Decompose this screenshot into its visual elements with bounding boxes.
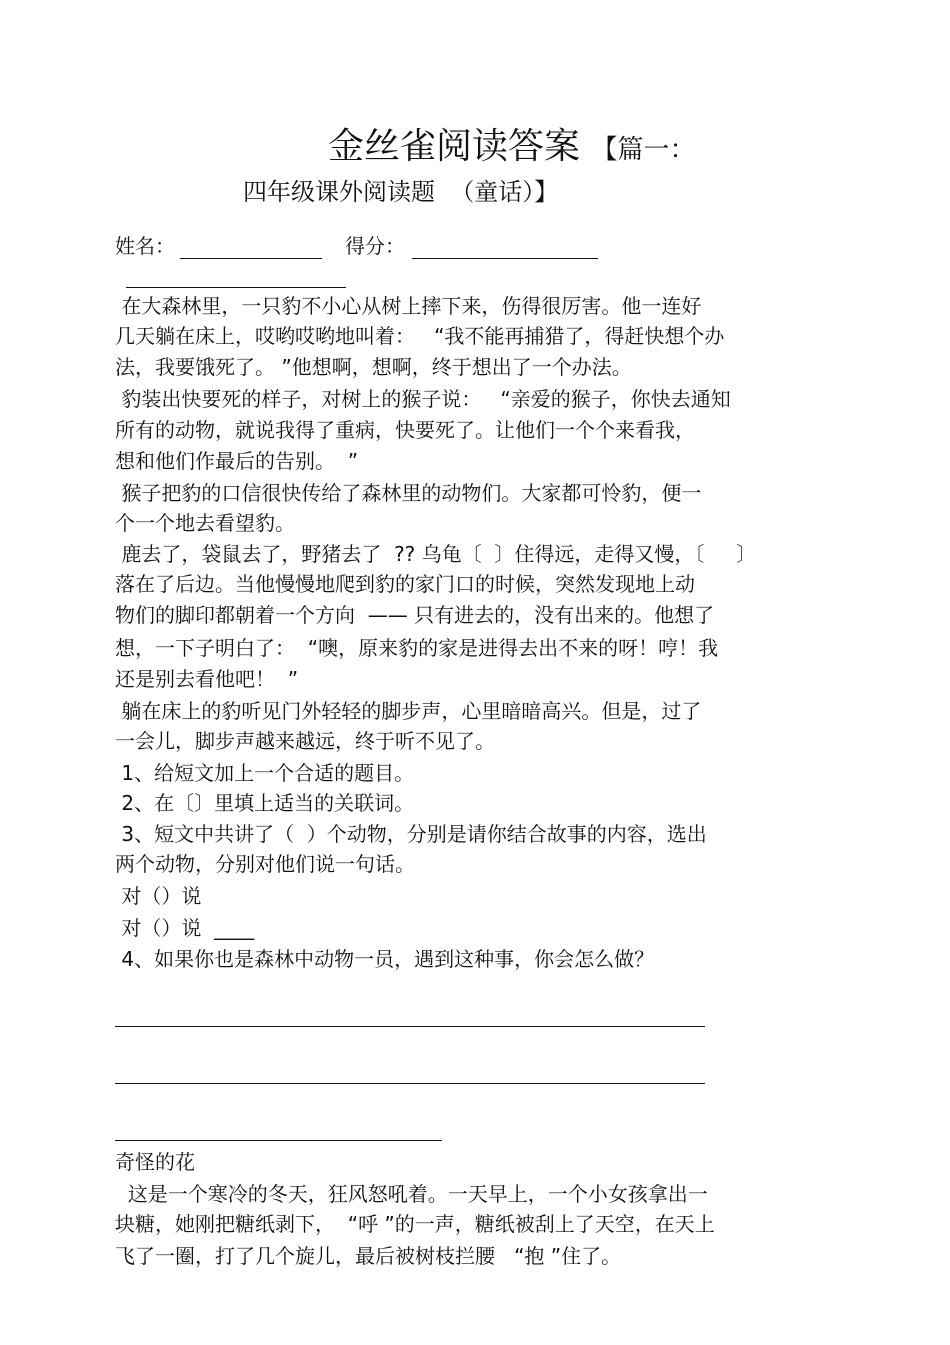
question-line: 2、在〔〕里填上适当的关联词。 xyxy=(115,791,415,815)
story-line: 一会儿，脚步声越来越远，终于听不见了。 xyxy=(115,729,495,753)
score-label: 得分： xyxy=(345,234,405,258)
answer-line[interactable] xyxy=(115,1140,442,1141)
story-line: 想，一下子明白了： “噢，原来豹的家是进得去出不来的呀！哼！我 xyxy=(115,636,719,660)
extra-blank[interactable] xyxy=(126,287,346,288)
story-line: 所有的动物，就说我得了重病，快要死了。让他们一个个来看我， xyxy=(115,418,695,442)
story-line: 想和他们作最后的告别。 ” xyxy=(115,449,359,473)
title-tag: 【篇一： xyxy=(591,135,696,165)
story-line: 飞了一圈，打了几个旋儿，最后被树枝拦腰 “抱 ”住了。 xyxy=(115,1244,622,1268)
score-blank[interactable] xyxy=(412,258,598,259)
question-line: 1、给短文加上一个合适的题目。 xyxy=(115,761,415,785)
title-main-text: 金丝雀阅读答案 xyxy=(328,126,581,167)
question-line: 4、如果你也是森林中动物一员，遇到这种事，你会怎么做？ xyxy=(115,947,655,971)
story-line: 猴子把豹的口信很快传给了森林里的动物们。大家都可怜豹，便一 xyxy=(115,481,702,505)
story-line: 豹装出快要死的样子，对树上的猴子说： “亲爱的猴子，你快去通知 xyxy=(115,387,731,411)
story-line: 块糖，她刚把糖纸剥下， “呼 ”的一声，糖纸被刮上了天空，在天上 xyxy=(115,1212,715,1236)
story-line: 几天躺在床上，哎哟哎哟地叫着： “我不能再捕猎了，得赶快想个办 xyxy=(115,324,725,348)
name-blank[interactable] xyxy=(180,258,322,259)
page-title xyxy=(328,124,695,173)
question-line: 对（）说 ____ xyxy=(115,916,255,940)
story-line: 落在了后边。当他慢慢地爬到豹的家门口的时候，突然发现地上动 xyxy=(115,572,695,596)
answer-line[interactable] xyxy=(115,1083,705,1084)
name-label: 姓名： xyxy=(115,234,175,258)
story-line: 物们的脚印都朝着一个方向 —— 只有进去的，没有出来的。他想了 xyxy=(115,603,715,627)
story-line: 鹿去了，袋鼠去了，野猪去了 ?? 乌龟〔 〕住得远，走得又慢，〔 〕 xyxy=(115,542,757,566)
question-line: 两个动物，分别对他们说一句话。 xyxy=(115,852,415,876)
answer-line[interactable] xyxy=(115,1026,705,1027)
page-subtitle: 四年级课外阅读题 （童话）】 xyxy=(243,178,559,206)
question-line: 对（）说 xyxy=(115,884,202,908)
story-line: 还是别去看他吧！ ” xyxy=(115,667,299,691)
story-line: 躺在床上的豹听见门外轻轻的脚步声，心里暗暗高兴。但是，过了 xyxy=(115,699,702,723)
story-line: 在大森林里，一只豹不小心从树上摔下来，伤得很厉害。他一连好 xyxy=(115,294,702,318)
story-line: 这是一个寒冷的冬天，狂风怒吼着。一天早上，一个小女孩拿出一 xyxy=(115,1182,708,1206)
question-line: 3、短文中共讲了（ ）个动物，分别是请你结合故事的内容，选出 xyxy=(115,822,707,846)
story-two-title: 奇怪的花 xyxy=(115,1150,195,1174)
story-line: 法，我要饿死了。 ”他想啊，想啊，终于想出了一个办法。 xyxy=(115,355,632,379)
story-line: 个一个地去看望豹。 xyxy=(115,511,295,535)
